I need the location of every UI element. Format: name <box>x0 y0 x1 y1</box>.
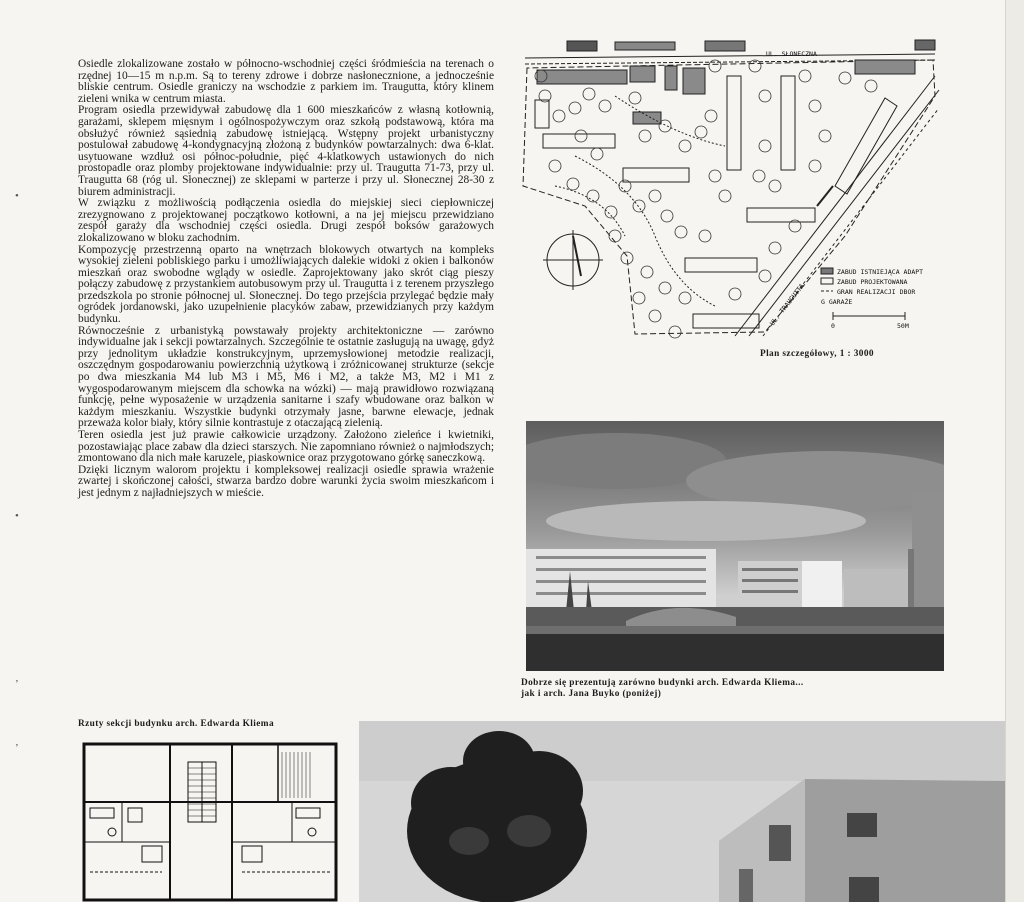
tree-symbol-icon <box>669 326 681 338</box>
scale-label-start: 0 <box>831 322 835 330</box>
site-plan-caption: Plan szczegółowy, 1 : 3000 <box>760 349 874 359</box>
scale-label-end: 50M <box>897 322 909 330</box>
tree-symbol-icon <box>569 102 581 114</box>
tree-symbol-icon <box>799 70 811 82</box>
paragraph: Osiedle zlokalizowane zostało w północno-wschodniej części śródmieścia na terenach o rzędnej 10—15 m n.p.m. Są to tereny zdrowe i dobrze nasłonecznione, a jednocześnie bliskie centrum. Osiedle graniczy na wschodzie z parkiem im. Traugutta, który klinem zieleni wnika w centrum miasta. <box>78 58 494 105</box>
paragraph: Teren osiedla jest już prawie całkowicie urządzony. Założono zieleńce i kwietniki, pozostawiając place zabaw dla dzieci starszych. Nie zapomniano również o najmłodszych; zmontowano dla nich małe karuzele, piaskownice oraz przygotowano górkę saneczkową. <box>78 429 494 465</box>
tree-symbol-icon <box>809 160 821 172</box>
tree-symbol-icon <box>759 270 771 282</box>
tree-symbol-icon <box>809 100 821 112</box>
tree-symbol-icon <box>679 140 691 152</box>
site-plan-figure <box>515 36 945 341</box>
tree-symbol-icon <box>769 242 781 254</box>
floor-plan-figure <box>82 742 338 902</box>
tree-symbol-icon <box>695 126 707 138</box>
tree-symbol-icon <box>769 180 781 192</box>
legend-item: ZABUD PROJEKTOWANA <box>837 278 908 286</box>
tree-symbol-icon <box>699 230 711 242</box>
tree-symbol-icon <box>679 292 691 304</box>
binding-hole-mark: ʼ <box>15 678 19 690</box>
tree-symbol-icon <box>549 160 561 172</box>
tree-symbol-icon <box>659 282 671 294</box>
tree-symbol-icon <box>759 140 771 152</box>
paragraph: Równocześnie z urbanistyką powstawały projekty architektoniczne — zarówno indywidualne jak i sekcji powtarzalnych. Szczególnie te ostatnie zasługują na uwagę, gdyż przy jednolitym układzie konstrukcyjnym, uprzemysłowionej metodzie realizacji, oszczędnym gospodarowaniu powierzchnią użytkową i zróżnicowanej strukturze (sekcje po dwa mieszkania M4 lub M3 i M5, M6 i M2, a także M3, M2 i M1 z wygospodarowanym miejscem dla schowka na wózki) — mają prawidłowo rozwiązaną funkcję, pełne wyposażenie w urządzenia sanitarne i szafy wbudowane oraz balkon w każdym mieszkaniu. Wszystkie budynki otrzymały jasne, barwne elewacje, jednak przeważa kolor biały, który silnie kontrastuje z otaczającą zielenią. <box>78 324 494 430</box>
tree-symbol-icon <box>575 130 587 142</box>
tree-symbol-icon <box>639 130 651 142</box>
paragraph: Dzięki licznym walorom projektu i kompleksowej realizacji osiedle sprawia wrażenie zwartej i skończonej całości, stwarza bardzo dobre warunki życia swoim mieszkańcom i jest jednym z najładniejszych w mieście. <box>78 463 494 499</box>
tree-symbol-icon <box>709 170 721 182</box>
photo-caption-line1: Dobrze się prezentują zarówno budynki arch. Edwarda Kliema... <box>521 678 804 688</box>
tree-symbol-icon <box>633 200 645 212</box>
binding-hole-mark: • <box>15 510 19 522</box>
tree-symbol-icon <box>649 310 661 322</box>
legend-item: G GARAŻE <box>821 298 853 306</box>
paragraph: Kompozycję przestrzenną oparto na wnętrzach blokowych otwartych na kompleks wysokiej zieleni pobliskiego parku i umożliwiających dalekie widoki z okien i balkonów mieszkań oraz swobodne wglądy w osiedle. Zaprojektowany jako skrót ciąg pieszy połączy zabudowę z przystankiem autobusowym przy ul. Traugutta i z terenem przyszłego przedszkola po stronie północnej ul. Słonecznej. Do tego przejścia przylegać będzie mały ogródek jordanowski, jako uzupełnienie placyków zabaw, przewidzianych przy każdym budynku. <box>78 243 494 326</box>
tree-symbol-icon <box>705 110 717 122</box>
tree-symbol-icon <box>553 110 565 122</box>
tree-symbol-icon <box>661 210 673 222</box>
tree-symbol-icon <box>567 178 579 190</box>
tree-symbol-icon <box>675 226 687 238</box>
legend-item: GRAN REALIZACJI DBOR <box>837 288 916 296</box>
site-plan-drawing <box>515 36 945 341</box>
tree-symbol-icon <box>583 88 595 100</box>
tree-symbol-icon <box>759 90 771 102</box>
street-label-traugutta: UL. TRAUGUTTA <box>768 282 806 328</box>
tree-symbol-icon <box>865 80 877 92</box>
north-arrow-icon <box>543 230 603 290</box>
tree-symbol-icon <box>729 288 741 300</box>
binding-hole-mark: ʼ <box>15 742 19 754</box>
floor-plan-caption: Rzuty sekcji budynku arch. Edwarda Kliema <box>78 719 274 729</box>
tree-symbol-icon <box>819 130 831 142</box>
tree-symbol-icon <box>591 148 603 160</box>
tree-symbol-icon <box>649 190 661 202</box>
page-edge <box>1005 0 1024 902</box>
tree-symbol-icon <box>633 292 645 304</box>
street-label-slonecznej: UL. SŁONECZNA <box>766 50 817 58</box>
binding-hole-mark: • <box>15 190 19 202</box>
paragraph: Program osiedla przewidywał zabudowę dla 1 600 mieszkańców z własną kotłownią, garażami, sklepem mięsnym i ogólnospożywczym oraz szkołą podstawową, która ma obsłużyć również sąsiednią zabudowę istniejącą. Wstępny projekt urbanistyczny postulował zabudowę 4-kondygnacyjną złożoną z budynków powtarzalnych: dwa 6-klat. usytuowane wzdłuż osi północ-południe, pięć 4-klatkowych ustawionych do nich prostopadle oraz plomby projektowane indywidualnie: przy ul. Traugutta 71-73, przy ul. Traugutta 68 (róg ul. Słonecznej) ze sklepami w parterze i przy ul. Słonecznej 28-30 z biurem administracji. <box>78 104 494 198</box>
tree-symbol-icon <box>599 100 611 112</box>
tree-symbol-icon <box>839 72 851 84</box>
tree-symbol-icon <box>709 60 721 72</box>
tree-symbol-icon <box>621 252 633 264</box>
photo-caption-line2: jak i arch. Jana Buyko (poniżej) <box>521 689 662 699</box>
tree-symbol-icon <box>629 92 641 104</box>
housing-estate-photo <box>526 421 944 671</box>
tree-symbol-icon <box>719 190 731 202</box>
tree-symbol-icon <box>659 120 671 132</box>
paragraph: W związku z możliwością podłączenia osiedla do miejskiej sieci ciepłowniczej zrezygnowano z projektowanej początkowo kotłowni, a na jej miejscu przewidziano zespół garaży dla wschodniej części osiedla. Drugi zespół boksów garażowych zlokalizowano w bloku zachodnim. <box>78 197 494 244</box>
legend-item: ZABUD ISTNIEJĄCA ADAPT <box>837 268 924 276</box>
tree-symbol-icon <box>753 170 765 182</box>
tree-symbol-icon <box>641 266 653 278</box>
article-body <box>78 59 494 500</box>
tree-symbol-icon <box>609 230 621 242</box>
building-photo <box>359 721 1005 902</box>
